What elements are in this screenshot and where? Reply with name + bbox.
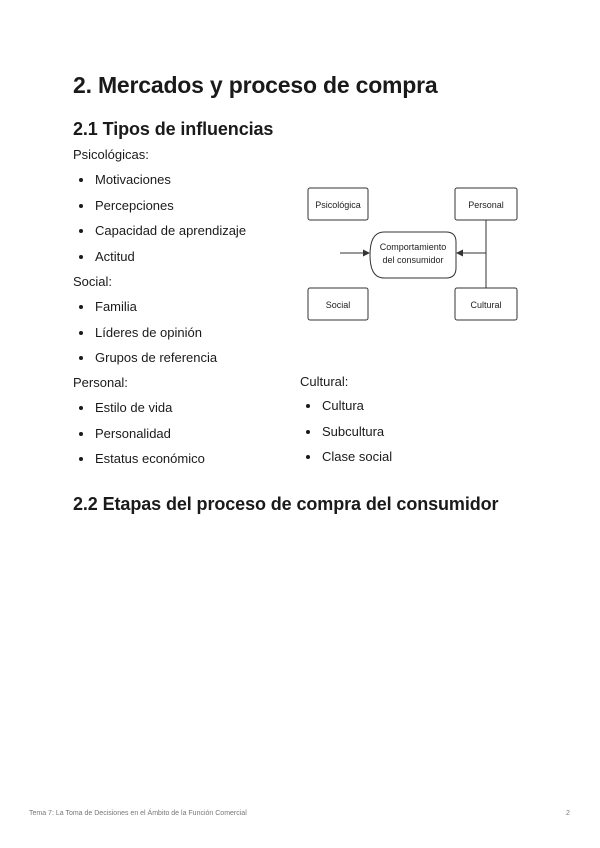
list-item: Personalidad — [73, 421, 205, 447]
list-item: Actitud — [73, 244, 246, 270]
box-psicologica-label: Psicológica — [315, 200, 361, 210]
list-item: Subcultura — [300, 419, 392, 445]
list-personal — [73, 395, 205, 472]
page-number: 2 — [566, 810, 570, 817]
list-social — [73, 294, 217, 371]
list-cultural — [300, 393, 392, 470]
list-item: Líderes de opinión — [73, 320, 217, 346]
category-label-cultural: Cultural: — [300, 374, 349, 389]
list-psicologicas — [73, 167, 246, 269]
list-item: Estatus económico — [73, 446, 205, 472]
box-cultural — [455, 288, 517, 320]
category-label-psicologicas: Psicológicas: — [73, 147, 149, 162]
center-node-comportamiento — [370, 232, 456, 278]
list-item: Capacidad de aprendizaje — [73, 218, 246, 244]
box-personal-label: Personal — [468, 200, 504, 210]
list-item: Motivaciones — [73, 167, 246, 193]
list-item: Familia — [73, 294, 217, 320]
list-item: Grupos de referencia — [73, 345, 217, 371]
list-item: Clase social — [300, 444, 392, 470]
category-label-personal: Personal: — [73, 375, 128, 390]
influences-diagram — [300, 180, 530, 330]
box-cultural-label: Cultural — [470, 300, 502, 310]
box-personal — [455, 188, 517, 220]
list-item: Cultura — [300, 393, 392, 419]
center-label-line2: del consumidor — [382, 255, 444, 265]
list-item: Percepciones — [73, 193, 246, 219]
list-item: Estilo de vida — [73, 395, 205, 421]
page-footer: Tema 7: La Toma de Decisiones en el Ámbito de la Función Comercial — [29, 810, 247, 817]
section-title-tipos-influencias: 2.1 Tipos de influencias — [73, 119, 274, 139]
category-label-social: Social: — [73, 274, 113, 289]
section-title-etapas-proceso: 2.2 Etapas del proceso de compra del consumidor — [73, 494, 499, 514]
box-psicologica — [308, 188, 368, 220]
box-social — [308, 288, 368, 320]
page-title: 2. Mercados y proceso de compra — [73, 72, 438, 98]
box-social-label: Social — [325, 300, 351, 310]
center-label-line1: Comportamiento — [379, 242, 447, 252]
